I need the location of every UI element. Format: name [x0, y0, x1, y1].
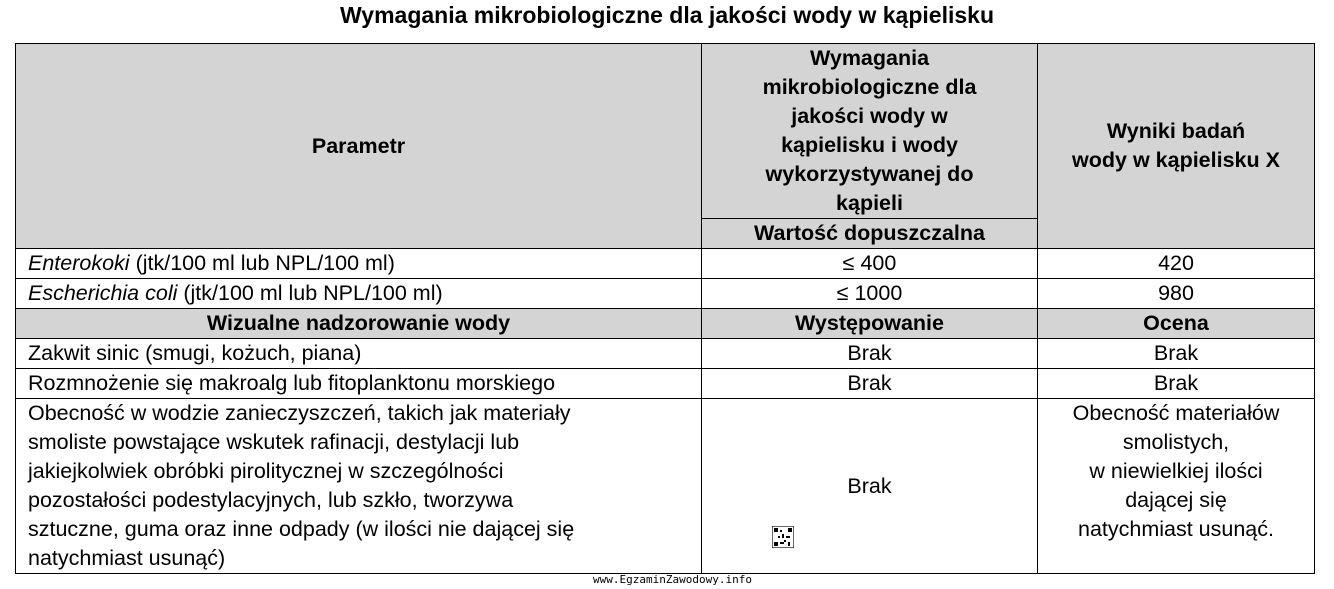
header-results — [1038, 44, 1315, 249]
table-row — [16, 279, 1315, 309]
parameter-cell — [16, 279, 702, 309]
visual-header-assessment: Ocena — [1038, 309, 1315, 339]
parameter-unit: (jtk/100 ml lub NPL/100 ml) — [177, 281, 443, 305]
assessment-line: w niewielkiej ilości — [1089, 459, 1263, 483]
parameter-line: pozostałości podestylacyjnych, lub szkło, tworzywa — [28, 488, 514, 512]
table-header-row — [16, 44, 1315, 219]
document-title: Wymagania mikrobiologiczne dla jakości wody w kąpielisku — [340, 2, 994, 28]
header-results-line: Wyniki badań — [1106, 119, 1246, 143]
parameter-name-italic: Escherichia coli — [28, 281, 178, 305]
occurrence-cell: Brak — [702, 369, 1038, 399]
assessment-line: natychmiast usunąć. — [1078, 517, 1274, 541]
parameter-line: sztuczne, guma oraz inne odpady (w ilości nie dającej się — [28, 517, 575, 541]
limit-cell: ≤ 1000 — [702, 279, 1038, 309]
header-requirements-line: wykorzystywanej do — [765, 162, 974, 186]
table-row — [16, 399, 1315, 574]
requirements-table — [15, 43, 1315, 574]
assessment-line: smolistych, — [1122, 430, 1230, 454]
result-cell: 420 — [1038, 249, 1315, 279]
qr-code-icon — [772, 526, 794, 548]
table-row — [16, 369, 1315, 399]
parameter-cell — [16, 249, 702, 279]
header-parameter: Parametr — [16, 44, 702, 249]
header-requirements-line: Wymagania — [809, 46, 930, 70]
visual-header-parameter: Wizualne nadzorowanie wody — [16, 309, 702, 339]
limit-cell: ≤ 400 — [702, 249, 1038, 279]
result-cell: 980 — [1038, 279, 1315, 309]
header-requirements-line: jakości wody w — [791, 104, 948, 128]
parameter-cell — [16, 399, 702, 574]
parameter-line: natychmiast usunąć) — [28, 546, 226, 570]
header-requirements-line: kąpieli — [836, 191, 903, 215]
visual-header-occurrence: Występowanie — [702, 309, 1038, 339]
parameter-unit: (jtk/100 ml lub NPL/100 ml) — [129, 251, 395, 275]
occurrence-cell: Brak — [702, 339, 1038, 369]
parameter-line: jakiejkolwiek obróbki pirolitycznej w szczególności — [28, 459, 504, 483]
parameter-name-italic: Enterokoki — [28, 251, 130, 275]
assessment-cell — [1038, 399, 1315, 574]
occurrence-cell: Brak — [702, 399, 1038, 574]
parameter-cell: Zakwit sinic (smugi, kożuch, piana) — [16, 339, 702, 369]
header-requirements-line: kąpielisku i wody — [781, 133, 958, 157]
parameter-cell: Rozmnożenie się makroalg lub fitoplanktonu morskiego — [16, 369, 702, 399]
header-requirements-line: mikrobiologiczne dla — [762, 75, 977, 99]
table-row — [16, 249, 1315, 279]
parameter-line: smoliste powstające wskutek rafinacji, destylacji lub — [28, 430, 520, 454]
header-allowed-value: Wartość dopuszczalna — [702, 219, 1038, 249]
header-requirements — [702, 44, 1038, 219]
footer-url: www.EgzaminZawodowy.info — [593, 573, 752, 586]
assessment-cell: Brak — [1038, 339, 1315, 369]
assessment-line: dającej się — [1125, 488, 1227, 512]
visual-section-header-row — [16, 309, 1315, 339]
parameter-line: Obecność w wodzie zanieczyszczeń, takich jak materiały — [28, 401, 571, 425]
assessment-line: Obecność materiałów — [1072, 401, 1280, 425]
assessment-cell: Brak — [1038, 369, 1315, 399]
table-row — [16, 339, 1315, 369]
header-results-line: wody w kąpielisku X — [1072, 148, 1280, 172]
